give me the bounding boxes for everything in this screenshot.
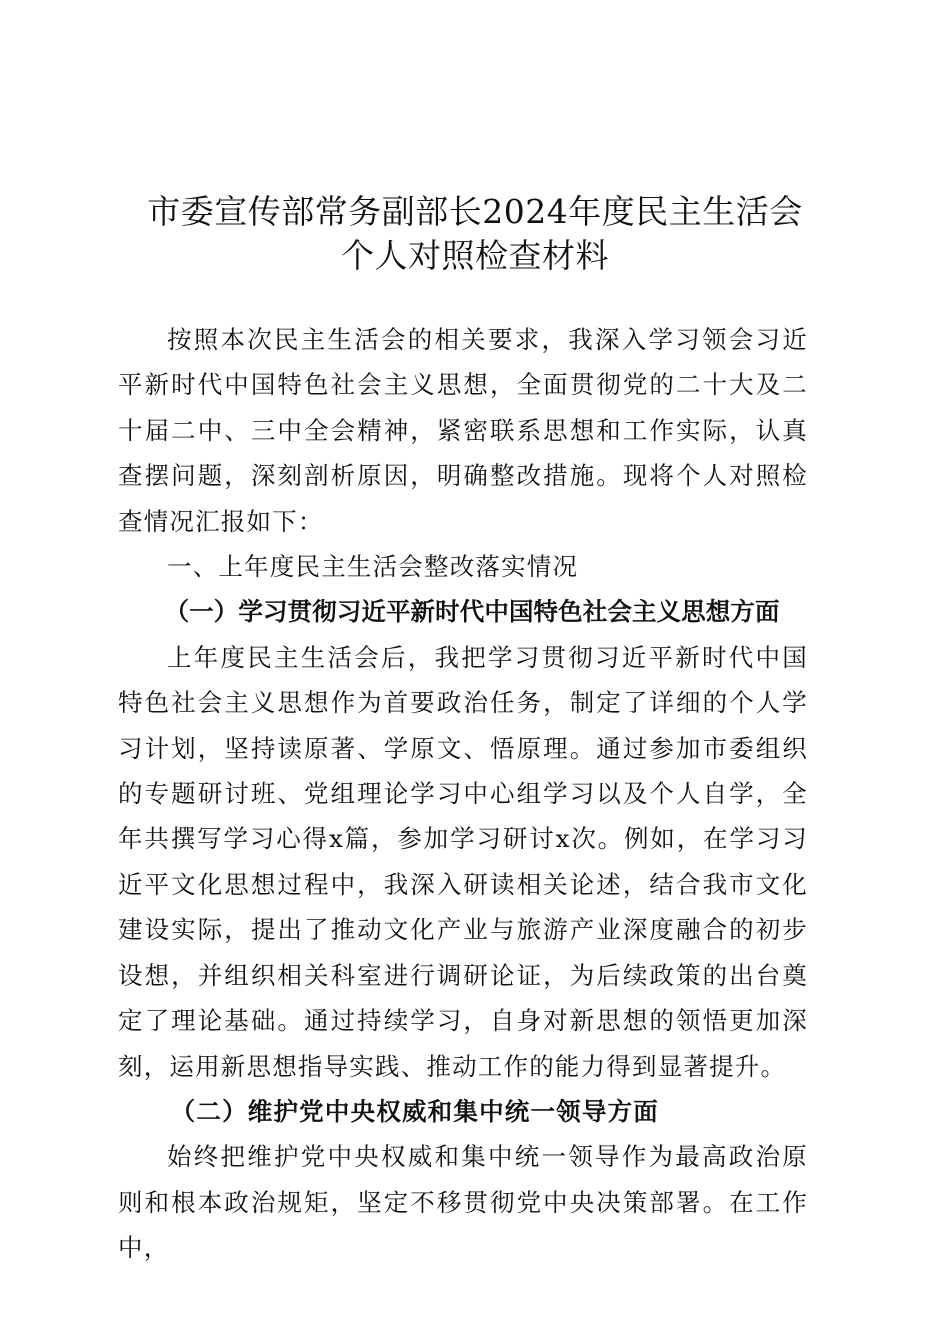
subsection-1-paragraph: 上年度民主生活会后，我把学习贯彻习近平新时代中国特色社会主义思想作为首要政治任务，制定了详细的个人学习计划，坚持读原著、学原文、悟原理。通过参加市委组织的专题研讨班、党组理论学习中心组学习以及个人自学，全年共撰写学习心得x篇，参加学习研讨x次。例如，在学习习近平文化思想过程中，我深入研读相关论述，结合我市文化建设实际，提出了推动文化产业与旅游产业深度融合的初步设想，并组织相关科室进行调研论证，为后续政策的出台奠定了理论基础。通过持续学习，自身对新思想的领悟更加深刻，运用新思想指导实践、推动工作的能力得到显著提升。 (118, 642, 808, 1081)
intro-paragraph: 按照本次民主生活会的相关要求，我深入学习领会习近平新时代中国特色社会主义思想，全面贯彻党的二十大及二十届二中、三中全会精神，紧密联系思想和工作实际，认真查摆问题，深刻剖析原因，明确整改措施。现将个人对照检查情况汇报如下： (118, 325, 808, 536)
subsection-2-paragraph: 始终把维护党中央权威和集中统一领导作为最高政治原则和根本政治规矩，坚定不移贯彻党中央决策部署。在工作中， (118, 1142, 808, 1263)
subsection-2-heading: （二）维护党中央权威和集中统一领导方面 (170, 1096, 659, 1126)
document-title-line-2: 个人对照检查材料 (341, 236, 609, 275)
subsection-1-heading: （一）学习贯彻习近平新时代中国特色社会主义思想方面 (164, 597, 780, 627)
section-1-heading: 一、上年度民主生活会整改落实情况 (167, 552, 579, 582)
document-body (118, 317, 808, 1271)
document-title-line-1: 市委宣传部常务副部长2024年度民主生活会 (147, 192, 803, 231)
